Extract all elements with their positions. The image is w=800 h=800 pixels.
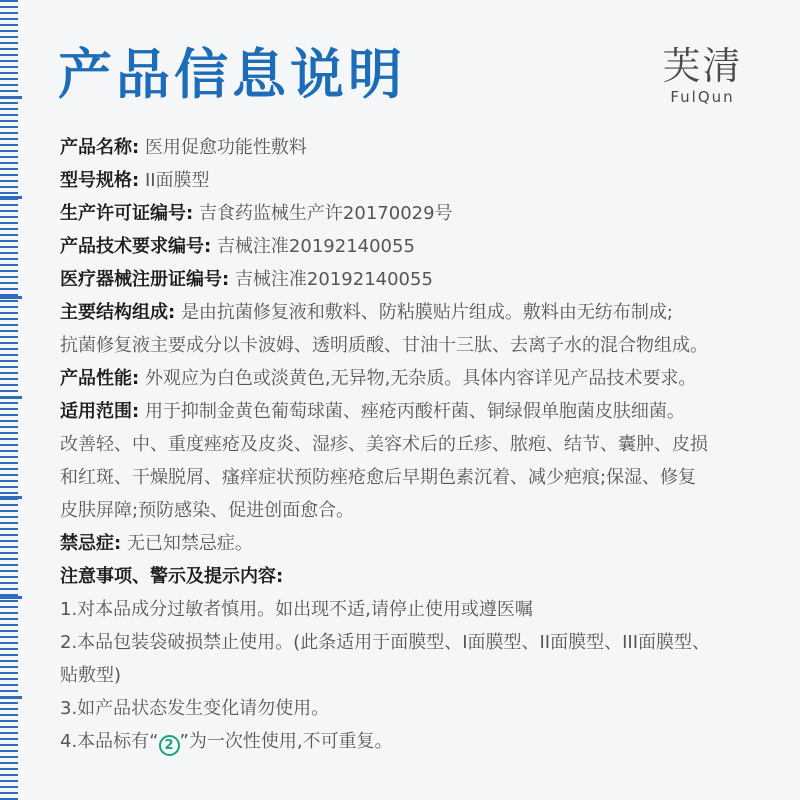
label-tech-requirement: 产品技术要求编号: (60, 236, 212, 257)
row-structure (60, 296, 780, 329)
row-model (60, 164, 780, 197)
label-registration: 医疗器械注册证编号: (60, 269, 230, 290)
note-2-cont (60, 659, 780, 692)
brand-logo-cn: 芙清 (662, 44, 743, 88)
value-product-name: 医用促愈功能性敷料 (144, 137, 307, 158)
do-not-reuse-icon: 2 (159, 735, 180, 756)
note-4-text-pre: 4.本品标有“ (60, 731, 159, 752)
label-license: 生产许可证编号: (60, 203, 194, 224)
value-scope-1: 用于抑制金黄色葡萄球菌、痤疮丙酸杆菌、铜绿假单胞菌皮肤细菌。 (144, 401, 685, 422)
note-1-text: 1.对本品成分过敏者慎用。如出现不适,请停止使用或遵医嘱 (60, 599, 533, 620)
label-structure: 主要结构组成: (60, 302, 176, 323)
value-registration: 吉械注准20192140055 (234, 269, 433, 290)
page-title: 产品信息说明 (58, 43, 406, 106)
row-scope (60, 395, 780, 428)
note-3-text: 3.如产品状态发生变化请勿使用。 (60, 698, 330, 719)
value-license: 吉食药监械生产许20170029号 (198, 203, 453, 224)
row-license (60, 197, 780, 230)
value-model: II面膜型 (144, 170, 210, 191)
row-notes-heading (60, 560, 780, 593)
value-performance: 外观应为白色或淡黄色,无异物,无杂质。具体内容详见产品技术要求。 (144, 368, 697, 389)
value-scope-2: 改善轻、中、重度痤疮及皮炎、湿疹、美容术后的丘疹、脓疱、结节、囊肿、皮损 (60, 434, 708, 455)
note-2-text: 2.本品包装袋破损禁止使用。(此条适用于面膜型、I面膜型、II面膜型、III面膜型、 (60, 632, 711, 653)
value-scope-4: 皮肤屏障;预防感染、促进创面愈合。 (60, 500, 355, 521)
row-tech-requirement (60, 230, 780, 263)
note-4-text-post: ”为一次性使用,不可重复。 (179, 731, 393, 752)
row-scope-cont-2 (60, 461, 780, 494)
note-2 (60, 626, 780, 659)
product-info (60, 131, 780, 758)
brand-logo (655, 44, 750, 106)
note-3 (60, 692, 780, 725)
label-notes: 注意事项、警示及提示内容: (60, 566, 284, 587)
value-tech-requirement: 吉械注准20192140055 (216, 236, 415, 257)
value-scope-3: 和红斑、干燥脱屑、瘙痒症状预防痤疮愈后早期色素沉着、减少疤痕;保湿、修复 (60, 467, 697, 488)
value-structure-2: 抗菌修复液主要成分以卡波姆、透明质酸、甘油十三肽、去离子水的混合物组成。 (60, 335, 708, 356)
label-product-name: 产品名称: (60, 137, 140, 158)
row-performance (60, 362, 780, 395)
row-contraindications (60, 527, 780, 560)
label-performance: 产品性能: (60, 368, 140, 389)
value-contraindications: 无已知禁忌症。 (126, 533, 253, 554)
label-model: 型号规格: (60, 170, 140, 191)
side-ruler-decoration (0, 0, 24, 800)
row-structure-cont (60, 329, 780, 362)
note-1 (60, 593, 780, 626)
row-scope-cont-3 (60, 494, 780, 527)
note-2-text-cont: 贴敷型) (60, 665, 122, 686)
row-scope-cont-1 (60, 428, 780, 461)
label-contraindications: 禁忌症: (60, 533, 122, 554)
value-structure-1: 是由抗菌修复液和敷料、防粘膜贴片组成。敷料由无纺布制成; (180, 302, 673, 323)
row-registration (60, 263, 780, 296)
brand-logo-en: FulQun (670, 88, 735, 106)
label-scope: 适用范围: (60, 401, 140, 422)
note-4 (60, 725, 780, 758)
row-product-name (60, 131, 780, 164)
